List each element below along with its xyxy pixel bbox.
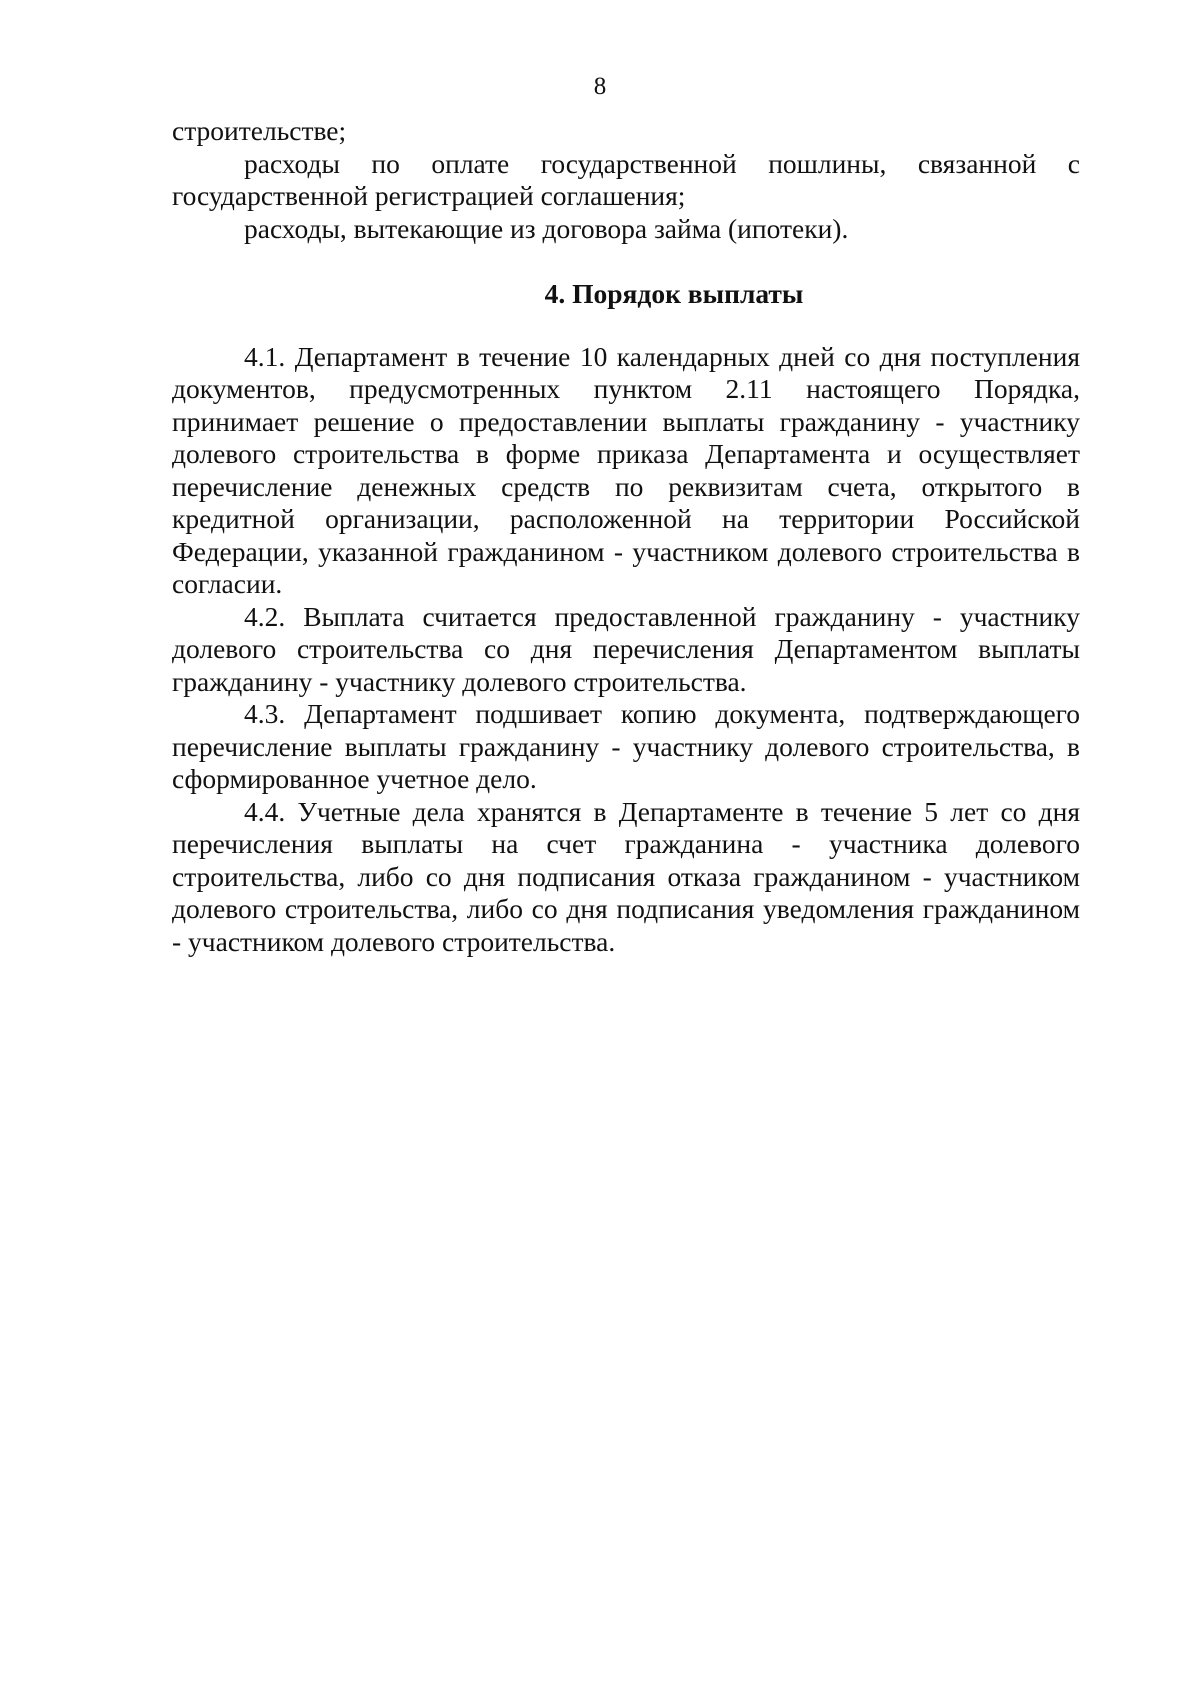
paragraph-4-1: 4.1. Департамент в течение 10 календарных дней со дня поступления документов, предусмотренных пунктом 2.11 настоящего Порядка, принимает решение о предоставлении выплаты гражданину - участнику долевого строительства в форме приказа Департамента и осуществляет перечисление денежных средств по реквизитам счета, открытого в кредитной организации, расположенной на территории Российской Федерации, указанной гражданином - участником долевого строительства в согласии. bbox=[172, 340, 1080, 599]
document-body bbox=[172, 115, 1080, 958]
paragraph-4-2: 4.2. Выплата считается предоставленной гражданину - участнику долевого строительства со дня перечисления Департаментом выплаты гражданину - участнику долевого строительства. bbox=[172, 600, 1080, 697]
expense-item-mortgage: расходы, вытекающие из договора займа (ипотеки). bbox=[244, 212, 849, 244]
section-heading: 4. Порядок выплаты bbox=[544, 278, 804, 309]
paragraph-4-3: 4.3. Департамент подшивает копию документа, подтверждающего перечисление выплаты гражданину - участнику долевого строительства, в сформированное учетное дело. bbox=[172, 698, 1080, 794]
expense-item-state-duty: расходы по оплате государственной пошлины, связанной с государственной регистрацией соглашения; bbox=[172, 147, 1080, 211]
paragraph-4-4: 4.4. Учетные дела хранятся в Департаменте в течение 5 лет со дня перечисления выплаты на счет гражданина - участника долевого строительства, либо со дня подписания отказа гражданином - участником долевого строительства, либо со дня подписания уведомления гражданином - участником долевого строительства. bbox=[172, 795, 1080, 957]
page-number: 8 bbox=[593, 73, 607, 100]
continuation-line: строительстве; bbox=[172, 115, 347, 146]
